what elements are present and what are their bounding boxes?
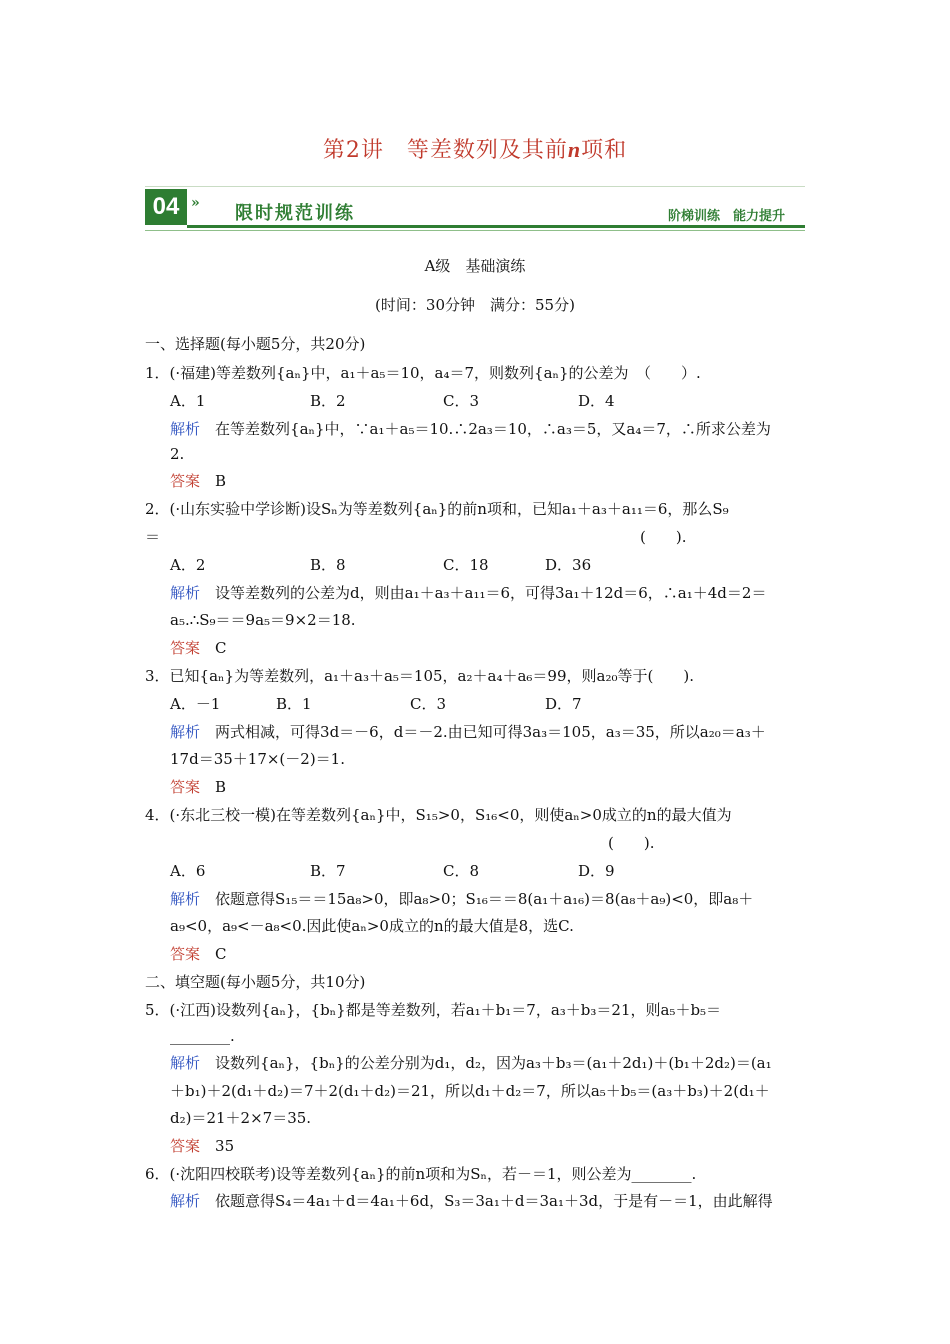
q4-option-b: B．7 bbox=[310, 862, 346, 880]
q5-answer-value: 35 bbox=[215, 1137, 235, 1155]
analysis-label: 解析 bbox=[170, 723, 201, 741]
q1-answer-value: B bbox=[215, 472, 227, 490]
q3-answer-value: B bbox=[215, 778, 227, 796]
q4-analysis-cont: a₉<0，a₉<－a₈<0.因此使aₙ>0成立的n的最大值是8，选C. bbox=[170, 917, 574, 935]
q4-option-d: D．9 bbox=[578, 862, 615, 880]
q5-analysis-cont: ＋b₁)＋2(d₁＋d₂)＝7＋2(d₁＋d₂)＝21，所以d₁＋d₂＝7，所以a₅＋b₅＝(a₃＋b₃)＋2(d₁＋ bbox=[170, 1082, 770, 1100]
q2-option-c: C．18 bbox=[443, 556, 489, 574]
answer-label: 答案 bbox=[170, 472, 201, 490]
q4-analysis bbox=[170, 888, 753, 909]
section-heading-choice: 一、选择题(每小题5分，共20分) bbox=[145, 335, 366, 353]
page-title bbox=[0, 133, 950, 164]
q2-option-b: B．8 bbox=[310, 556, 346, 574]
q1-answer bbox=[170, 470, 226, 491]
q6-analysis-text: 依题意得S₄＝4a₁＋d＝4a₁＋6d，S₃＝3a₁＋d＝3a₁＋3d，于是有－＝1，由此解得 bbox=[215, 1192, 773, 1210]
q2-option-d: D．36 bbox=[545, 556, 592, 574]
answer-label: 答案 bbox=[170, 639, 201, 657]
q2-stem-cont: ＝ bbox=[145, 528, 161, 546]
q3-option-d: D．7 bbox=[545, 695, 582, 713]
q2-analysis bbox=[170, 582, 766, 603]
q3-option-c: C．3 bbox=[410, 695, 447, 713]
title-n: n bbox=[567, 137, 582, 162]
q3-option-a: A．－1 bbox=[170, 695, 221, 713]
analysis-label: 解析 bbox=[170, 1192, 201, 1210]
q2-option-a: A．2 bbox=[170, 556, 206, 574]
q4-answer-value: C bbox=[215, 945, 227, 963]
q1-option-a: A．1 bbox=[170, 392, 206, 410]
q3-analysis-text: 两式相减，可得3d＝－6，d＝－2.由已知可得3a₃＝105，a₃＝35，所以a₂₀＝a₃＋ bbox=[215, 723, 766, 741]
q1-option-b: B．2 bbox=[310, 392, 346, 410]
q4-analysis-text: 依题意得S₁₅＝＝15a₈>0，即a₈>0；S₁₆＝＝8(a₁＋a₁₆)＝8(a₈＋a₉)<0，即a₈＋ bbox=[215, 890, 754, 908]
section-heading-fill: 二、填空题(每小题5分，共10分) bbox=[145, 973, 366, 991]
q3-answer bbox=[170, 776, 226, 797]
q1-stem: 1．(·福建)等差数列{aₙ}中，a₁＋a₅＝10，a₄＝7，则数列{aₙ}的公差为 （ ）. bbox=[145, 364, 701, 382]
q2-stem: 2．(·山东实验中学诊断)设Sₙ为等差数列{aₙ}的前n项和，已知a₁＋a₃＋a₁₁＝6，那么S₉ bbox=[145, 500, 729, 518]
banner-number: 04 bbox=[145, 189, 187, 225]
banner-arrows: » bbox=[191, 195, 200, 211]
title-suffix: 项和 bbox=[581, 138, 628, 163]
section-banner bbox=[145, 186, 805, 231]
q3-stem: 3．已知{aₙ}为等差数列，a₁＋a₃＋a₅＝105，a₂＋a₄＋a₆＝99，则a₂₀等于( ). bbox=[145, 667, 694, 685]
q1-option-c: C．3 bbox=[443, 392, 480, 410]
q2-analysis-text: 设等差数列的公差为d，则由a₁＋a₃＋a₁₁＝6，可得3a₁＋12d＝6，∴a₁＋4d＝2＝ bbox=[215, 584, 767, 602]
q3-analysis-cont: 17d＝35＋17×(－2)＝1. bbox=[170, 750, 345, 768]
q1-option-d: D．4 bbox=[578, 392, 615, 410]
banner-subtitle: 阶梯训练 能力提升 bbox=[667, 208, 785, 223]
banner-rule-thin bbox=[145, 230, 805, 231]
q4-paren: ( ). bbox=[608, 834, 655, 852]
q3-analysis bbox=[170, 721, 766, 742]
analysis-label: 解析 bbox=[170, 890, 201, 908]
q5-blank: ________. bbox=[170, 1027, 235, 1045]
q1-analysis bbox=[170, 418, 771, 439]
answer-label: 答案 bbox=[170, 1137, 201, 1155]
q2-answer-value: C bbox=[215, 639, 227, 657]
answer-label: 答案 bbox=[170, 945, 201, 963]
answer-label: 答案 bbox=[170, 778, 201, 796]
q4-stem: 4．(·东北三校一模)在等差数列{aₙ}中，S₁₅>0，S₁₆<0，则使aₙ>0成立的n的最大值为 bbox=[145, 806, 732, 824]
analysis-label: 解析 bbox=[170, 584, 201, 602]
q5-stem: 5．(·江西)设数列{aₙ}，{bₙ}都是等差数列，若a₁＋b₁＝7，a₃＋b₃＝21，则a₅＋b₅＝ bbox=[145, 1001, 722, 1019]
q5-answer bbox=[170, 1135, 234, 1156]
level-heading: A级 基础演练 bbox=[424, 257, 526, 275]
q1-analysis-text: 在等差数列{aₙ}中，∵a₁＋a₅＝10.∴2a₃＝10，∴a₃＝5，又a₄＝7，∴所求公差为 bbox=[215, 420, 771, 438]
analysis-label: 解析 bbox=[170, 420, 201, 438]
q2-paren: ( ). bbox=[640, 528, 687, 546]
time-note: (时间：30分钟 满分：55分) bbox=[375, 296, 575, 314]
q2-answer bbox=[170, 637, 227, 658]
q3-option-b: B．1 bbox=[276, 695, 312, 713]
q4-answer bbox=[170, 943, 227, 964]
banner-rule bbox=[187, 225, 805, 228]
title-prefix: 第2讲 等差数列及其前 bbox=[322, 138, 568, 163]
q5-analysis-text: 设数列{aₙ}，{bₙ}的公差分别为d₁，d₂，因为a₃＋b₃＝(a₁＋2d₁)＋(b₁＋2d₂)＝(a₁ bbox=[215, 1054, 772, 1072]
q1-analysis-cont: 2. bbox=[170, 445, 185, 463]
q5-analysis bbox=[170, 1052, 772, 1073]
q6-stem: 6．(·沈阳四校联考)设等差数列{aₙ}的前n项和为Sₙ，若－＝1，则公差为________. bbox=[145, 1165, 697, 1183]
q5-analysis-cont2: d₂)＝21＋2×7＝35. bbox=[170, 1109, 312, 1127]
q2-analysis-cont: a₅.∴S₉＝＝9a₅＝9×2＝18. bbox=[170, 611, 356, 629]
q6-analysis bbox=[170, 1190, 773, 1211]
q4-option-c: C．8 bbox=[443, 862, 480, 880]
banner-label: 限时规范训练 bbox=[235, 203, 355, 223]
analysis-label: 解析 bbox=[170, 1054, 201, 1072]
q4-option-a: A．6 bbox=[170, 862, 206, 880]
